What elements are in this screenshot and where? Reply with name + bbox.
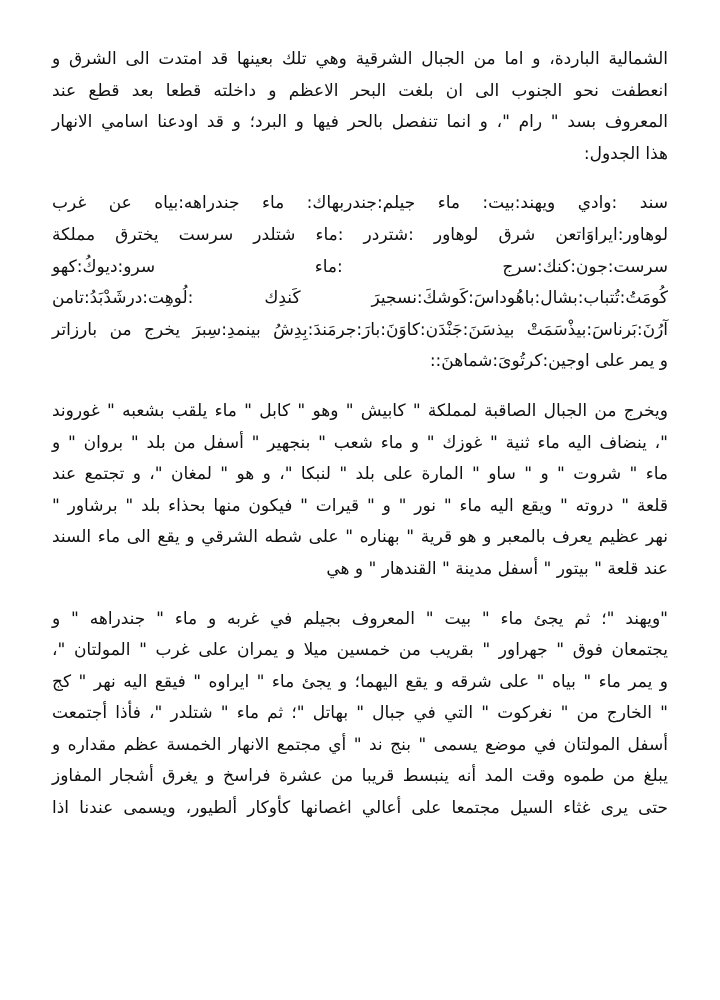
text-line: أسفل المولتان في موضع يسمى " بنج ند " أي مجتمع الانهار الخمسة عظم مقداره و <box>52 734 668 755</box>
text-line: المعروف بسد " رام "، و انما تنفصل بالحر فيها و البرد؛ و قد اودعنا اسامي الانهار <box>52 112 668 133</box>
text-line: حتى يرى غثاء السيل مجتمعا على أعالي اغصانها كأوكار ألطيور، ويسمى عندنا اذا <box>52 798 668 819</box>
text-line: "، ينضاف اليه ماء ثنية " غوزك " و ماء شعب " بنجهير " أسفل من بلد " بروان " و <box>52 432 668 453</box>
text-line: و يمر ماء " بياه " على شرقه و يقع اليهما؛ و يجئ ماء " ايراوه " فيقع اليه نهر " كج <box>52 671 668 692</box>
text-line: " الخارج من " نغركوت " التي في جبال " بهاتل "؛ ثم ماء " شتلدر "، فأذا أجتمعت <box>52 703 668 724</box>
text-line: سرست:جون:كنك:سرج :ماء سرو:ديوكُ:كهو <box>52 256 668 277</box>
paragraph-river-names-table <box>52 188 668 378</box>
text-line: يبلغ من طموه وقت المد أنه ينبسط قريبا من عشرة فراسخ و يغرق أشجار المفاوز <box>52 766 668 787</box>
text-line: آرُنَ:بَرناسَ:بيذْسَمَتْ بيذسَنَ:جَنْدَن:كاوَنَ:بارَ:جرمَندَ:بِدِشُ بينمدِ:سِبرَ يخرج من بارزاتر <box>52 319 668 340</box>
text-line: كُومَتُ:تُتباب:بشال:باهُوداسَ:كَوشكَ:نسجيرَ كَندِك :لُوهِت:درشَدْبَدُ:تامن <box>52 288 668 309</box>
text-line: عند قلعة " بيتور " أسفل مدينة " القندهار " و هي <box>326 558 668 579</box>
text-line: لوهاور:ايراوَاتعن شرق لوهاور :شتردر :ماء شتلدر سرست يخترق مملكة <box>52 224 668 245</box>
text-line: يجتمعان فوق " جهراور " بقريب من خمسين ميلا و يمران على غرب " المولتان "، <box>52 640 668 661</box>
text-line: هذا الجدول: <box>583 143 668 164</box>
text-line: انعطفت نحو الجنوب الى ان بلغت البحر الاعظم و داخلته قطعا بعد قطع عند <box>52 80 668 101</box>
paragraph-kabul-river <box>52 396 668 586</box>
text-line: ويخرج من الجبال الصاقبة لمملكة " كابيش " وهو " كابل " ماء يلقب بشعبه " غوروند <box>52 400 668 421</box>
text-line: نهر عظيم يعرف بالمعبر و هو قرية " بهناره " على شطه الشرقي و يقع الى ماء السند <box>52 527 668 548</box>
text-line: و يمر على اوجين:كرتُوىَ:شماهنَ:: <box>429 351 668 372</box>
text-line: ماء " شروت " و " ساو " المارة على بلد " لنبكا "، و هو " لمغان "، و تجتمع عند <box>52 464 668 485</box>
text-line: الشمالية الباردة، و اما من الجبال الشرقية وهي تلك بعينها قد امتدت الى الشرق و <box>52 49 668 69</box>
text-line: "ويهند "؛ ثم يجئ ماء " بيت " المعروف بجيلم في غربه و ماء " جندراهه " و <box>52 608 668 629</box>
paragraph-mountains <box>52 44 668 170</box>
text-line: قلعة " دروته " ويقع اليه ماء " نور " و " قيرات " فيكون منها بحذاء بلد " برشاور " <box>52 495 668 516</box>
text-line: سند :وادي ويهند:بيت: ماء جيلم:جندربهاك: ماء جندراهه:بياه عن غرب <box>52 193 668 214</box>
paragraph-five-rivers <box>52 604 668 825</box>
